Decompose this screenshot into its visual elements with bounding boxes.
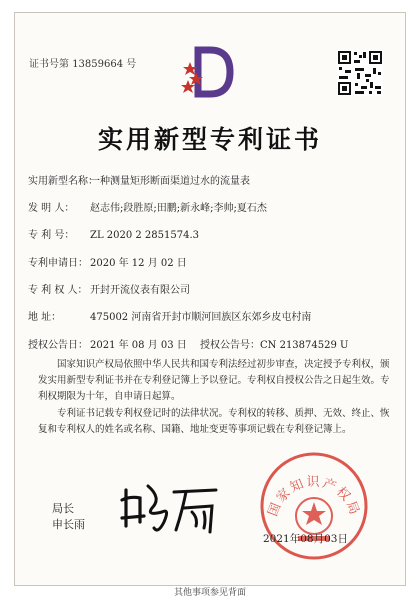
- patent-holder-value: 开封开流仪表有限公司: [90, 285, 190, 296]
- filing-date-value: 2020 年 12 月 02 日: [90, 258, 187, 269]
- cert-no-suffix: 号: [126, 59, 137, 70]
- utility-name-value: 一种测量矩形断面渠道过水的流量表: [90, 176, 250, 187]
- field-address: [28, 308, 311, 323]
- inventor-label: 发 明 人：: [28, 203, 75, 214]
- filing-date-label: 专利申请日：: [28, 258, 88, 269]
- certificate-number: [29, 55, 136, 70]
- patent-holder-label: 专 利 权 人：: [28, 285, 88, 296]
- field-inventor: [28, 199, 267, 214]
- field-utility-name: [28, 172, 250, 187]
- cnipa-logo-icon: [180, 44, 236, 100]
- grant-number-value: CN 213874529 U: [260, 340, 349, 351]
- field-patent-number: [28, 226, 199, 241]
- footer-note: 其他事项参见背面: [173, 588, 246, 598]
- field-patent-holder: [28, 281, 190, 296]
- patent-number-label: 专 利 号：: [28, 230, 75, 241]
- address-label: 地 址：: [28, 312, 62, 323]
- patent-number-value: ZL 2020 2 2851574.3: [90, 230, 200, 241]
- grant-date-label: 授权公告日：: [28, 340, 88, 351]
- grant-date-value: 2021 年 08 月 03 日: [90, 340, 187, 351]
- issue-date: 2021年08月03日: [263, 533, 348, 545]
- grant-statement: [38, 357, 390, 405]
- director-title: 局长: [52, 502, 74, 515]
- field-grant-date: [28, 336, 348, 351]
- cert-no-value: 13859664: [72, 59, 124, 70]
- utility-name-label: 实用新型名称：: [28, 176, 98, 187]
- grant-number-label: 授权公告号：: [200, 340, 260, 351]
- qr-code-icon: [337, 50, 383, 96]
- seal-text: 国家知识产权局: [265, 475, 363, 519]
- legal-status-note: [38, 406, 390, 438]
- field-filing-date: [28, 254, 187, 269]
- statement-paragraph-1: 国家知识产权局依照中华人民共和国专利法经过初步审查，决定授予专利权，颁发实用新型专利证书并在专利登记簿上予以登记。专利权自授权公告之日起生效。专利权期限为十年，自申请日起算。: [38, 359, 390, 402]
- cert-no-label: 证书号第: [29, 59, 69, 70]
- address-value: 475002 河南省开封市顺河回族区东郊乡皮屯村南: [90, 312, 312, 323]
- director-name: 申长雨: [52, 518, 85, 531]
- inventor-value: 赵志伟;段胜原;田鹏;新永峰;李帅;夏石杰: [90, 203, 267, 214]
- director-signature-icon: [118, 478, 220, 540]
- certificate-title: 实用新型专利证书: [97, 125, 322, 154]
- statement-paragraph-2: 专利证书记载专利权登记时的法律状况。专利权的转移、质押、无效、终止、恢复和专利权人的姓名或名称、国籍、地址变更等事项记载在专利登记簿上。: [38, 408, 390, 435]
